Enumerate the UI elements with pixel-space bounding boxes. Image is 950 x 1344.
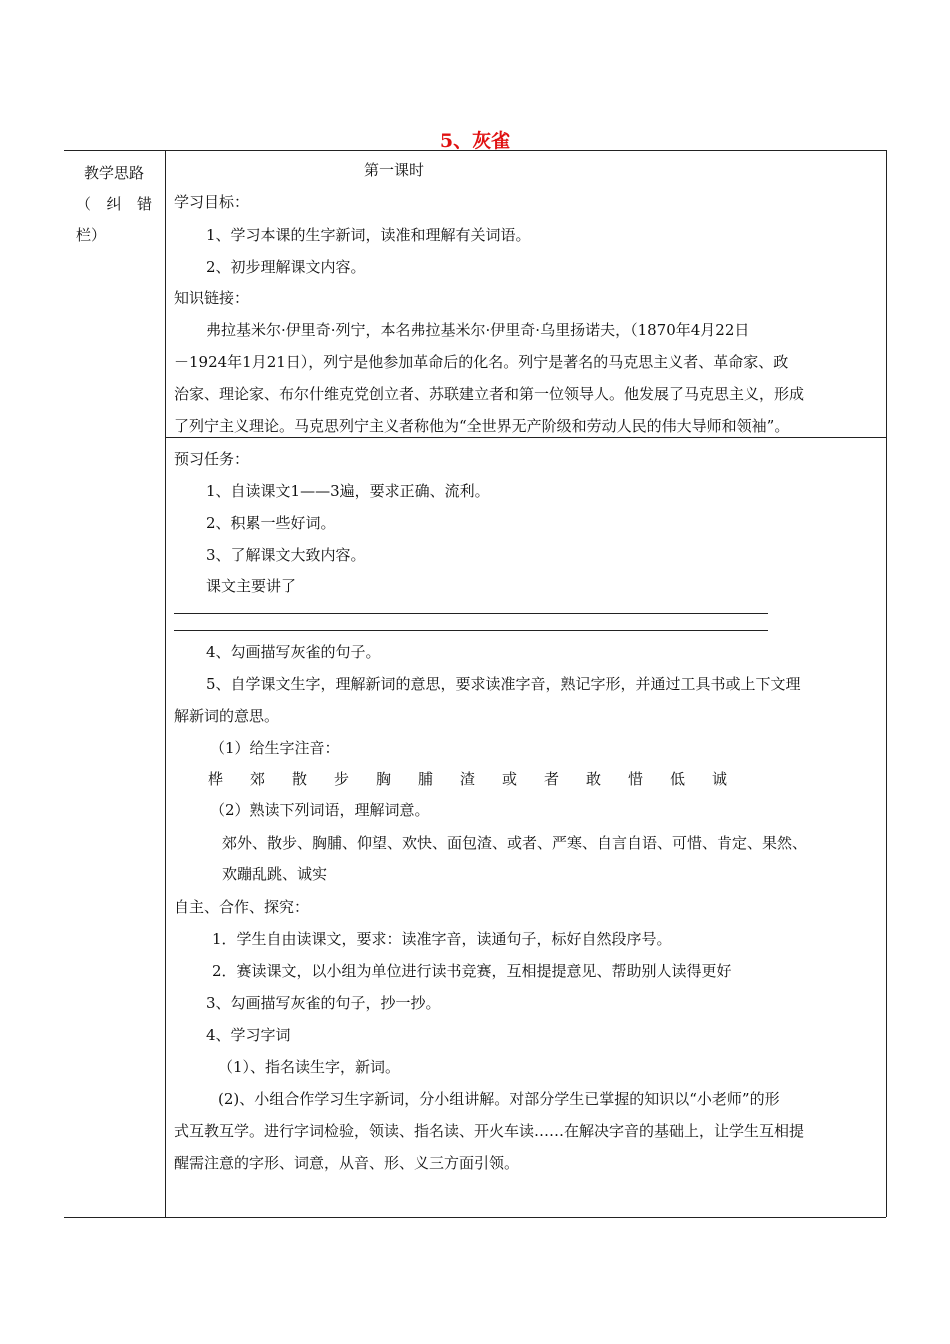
side-label-line3: 栏） xyxy=(76,226,107,244)
vocab-subtask: （2）熟读下列词语，理解词意。 xyxy=(210,801,430,819)
summary-prompt: 课文主要讲了 xyxy=(206,577,297,595)
new-character: 者 xyxy=(544,770,560,788)
knowledge-line: －1924年1月21日），列宁是他参加革命后的化名。列宁是著名的马克思主义者、革命家、政 xyxy=(174,353,789,371)
side-label-char1: 纠 xyxy=(106,195,122,213)
new-character: 或 xyxy=(502,770,518,788)
knowledge-line: 了列宁主义理论。马克思列宁主义者称他为“全世界无产阶级和劳动人民的伟大导师和领袖”。 xyxy=(174,417,790,435)
knowledge-line: 弗拉基米尔·伊里奇·列宁，本名弗拉基米尔·伊里奇·乌里扬诺夫，（1870年4月22日 xyxy=(206,321,750,339)
side-label-line2 xyxy=(64,189,164,220)
new-character: 胸 xyxy=(376,770,392,788)
new-character: 惜 xyxy=(628,770,644,788)
answer-line xyxy=(174,613,768,614)
new-character: 郊 xyxy=(250,770,266,788)
new-characters-row xyxy=(208,768,754,789)
row-divider xyxy=(165,437,886,438)
table-right-border xyxy=(886,150,887,1217)
knowledge-heading: 知识链接： xyxy=(174,289,250,307)
side-label-char2: 错 xyxy=(136,195,152,213)
answer-line xyxy=(174,630,768,631)
new-character: 步 xyxy=(334,770,350,788)
side-label-paren: （ xyxy=(76,195,92,213)
new-character: 敢 xyxy=(586,770,602,788)
preview-heading: 预习任务： xyxy=(174,450,250,468)
preview-item: 3、了解课文大致内容。 xyxy=(206,546,366,564)
explore-heading: 自主、合作、探究： xyxy=(174,898,310,916)
explore-subitem-cont: 式互教互学。进行字词检验，领读、指名读、开火车读……在解决字音的基础上，让学生互相提 xyxy=(174,1122,805,1140)
new-character: 散 xyxy=(292,770,308,788)
explore-subitem-cont: 醒需注意的字形、词意，从音、形、义三方面引领。 xyxy=(174,1154,520,1172)
explore-subitem: (2)、小组合作学习生字新词，分小组讲解。对部分学生已掌握的知识以“小老师”的形 xyxy=(218,1090,780,1108)
column-divider xyxy=(165,150,166,1217)
preview-item: 5、自学课文生字，理解新词的意思，要求读准字音，熟记字形，并通过工具书或上下文理 xyxy=(206,675,801,693)
preview-item: 2、积累一些好词。 xyxy=(206,514,336,532)
side-label-line1: 教学思路 xyxy=(83,164,144,182)
new-character: 诚 xyxy=(712,770,728,788)
new-character: 脯 xyxy=(418,770,434,788)
preview-item: 4、勾画描写灰雀的句子。 xyxy=(206,643,381,661)
explore-item: 2．赛读课文，以小组为单位进行读书竞赛，互相提提意见、帮助别人读得更好 xyxy=(212,962,732,980)
lesson-period: 第一课时 xyxy=(364,161,425,179)
vocab-list: 郊外、散步、胸脯、仰望、欢快、面包渣、或者、严寒、自言自语、可惜、肯定、果然、 xyxy=(222,834,808,852)
explore-subitem: （1）、指名读生字，新词。 xyxy=(218,1058,401,1076)
knowledge-line: 治家、理论家、布尔什维克党创立者、苏联建立者和第一位领导人。他发展了马克思主义，形成 xyxy=(174,385,805,403)
page-title: 5、灰雀 xyxy=(439,130,511,152)
goal-item: 2、初步理解课文内容。 xyxy=(206,258,366,276)
phonetic-subtask: （1）给生字注音： xyxy=(210,739,340,757)
side-column-label xyxy=(64,158,164,251)
new-character: 桦 xyxy=(208,770,224,788)
new-character: 渣 xyxy=(460,770,476,788)
explore-item: 3、勾画描写灰雀的句子，抄一抄。 xyxy=(206,994,441,1012)
explore-item: 1．学生自由读课文，要求：读准字音，读通句子，标好自然段序号。 xyxy=(212,930,672,948)
explore-item: 4、学习字词 xyxy=(206,1026,291,1044)
preview-item: 1、自读课文1——3遍，要求正确、流利。 xyxy=(206,482,490,500)
new-character: 低 xyxy=(670,770,686,788)
preview-item-cont: 解新词的意思。 xyxy=(174,707,280,725)
goal-item: 1、学习本课的生字新词，读准和理解有关词语。 xyxy=(206,226,531,244)
vocab-list: 欢蹦乱跳、诚实 xyxy=(222,865,328,883)
goals-heading: 学习目标： xyxy=(174,193,250,211)
